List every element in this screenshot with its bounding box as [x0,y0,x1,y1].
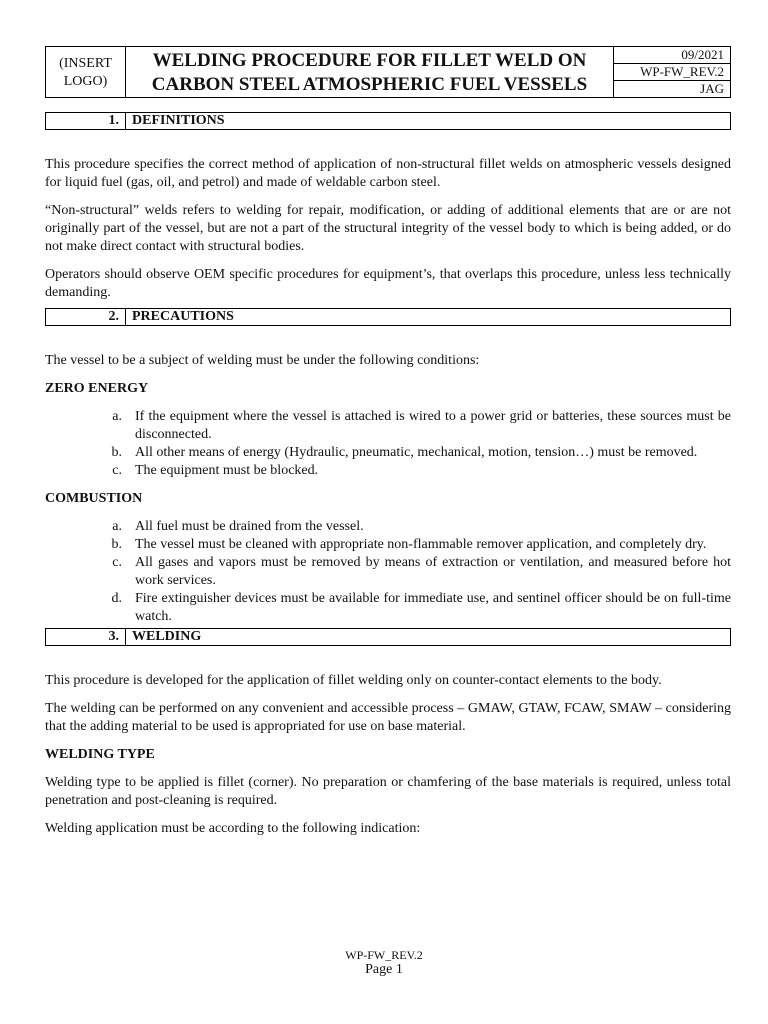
list-item-text: If the equipment where the vessel is attached is wired to a power grid or batteries, these sources must be disconnected. [135,409,731,442]
list-item-text: Fire extinguisher devices must be available for immediate use, and sentinel officer should be on full-time watch. [135,591,731,624]
list-marker: c. [112,555,122,570]
logo-placeholder [46,47,126,97]
document-code: WP-FW_REV.2 [614,64,730,81]
list-item [45,462,731,480]
list-item-text: All gases and vapors must be removed by means of extraction or ventilation, and measured before hot work services. [135,555,731,588]
logo-line-1: (INSERT [59,56,112,71]
paragraph: This procedure is developed for the application of fillet welding only on counter-contact elements to the body. [45,673,662,688]
list-item-text: The equipment must be blocked. [135,463,319,478]
document-header [45,46,731,98]
section-title: DEFINITIONS [132,113,225,128]
section-number: 1. [46,113,126,129]
subheading-zero-energy: ZERO ENERGY [45,381,149,396]
list-item-text: The vessel must be cleaned with appropriate non-flammable remover application, and completely dry. [135,537,707,552]
document-date: 09/2021 [614,47,730,64]
list-marker: a. [112,409,122,424]
title-line-2: CARBON STEEL ATMOSPHERIC FUEL VESSELS [151,74,588,95]
paragraph: Operators should observe OEM specific procedures for equipment’s, that overlaps this procedure, unless less technically demanding. [45,267,731,300]
document-meta [613,47,730,97]
section-number: 2. [46,309,126,325]
list-item [45,536,731,554]
paragraph: “Non-structural” welds refers to welding for repair, modification, or adding of additional elements that are or are not originally part of the vessel, but are not a part of the structural integrity of the vessel body to which is being added, or do not make direct contact with structural bodies. [45,203,731,254]
list-marker: a. [112,519,122,534]
list-marker: b. [111,445,122,460]
list-item [45,518,731,536]
list-marker: b. [111,537,122,552]
list-marker: d. [111,591,122,606]
subheading-combustion: COMBUSTION [45,491,143,506]
section-heading-definitions [45,112,731,130]
list-item [45,444,731,462]
section-title: WELDING [132,629,202,644]
paragraph: The vessel to be a subject of welding must be under the following conditions: [45,353,480,368]
document-page [45,46,731,838]
paragraph: Welding type to be applied is fillet (corner). No preparation or chamfering of the base materials is required, unless total penetration and post-cleaning is required. [45,775,731,808]
section-number: 3. [46,629,126,645]
list-item [45,408,731,444]
section-heading-precautions [45,308,731,326]
list-item [45,590,731,626]
paragraph: Welding application must be according to the following indication: [45,821,421,836]
zero-energy-list [45,408,731,480]
document-title [126,47,613,97]
paragraph: The welding can be performed on any convenient and accessible process – GMAW, GTAW, FCAW, SMAW – considering that the adding material to be used is appropriated for use on base material. [45,701,731,734]
list-marker: c. [112,463,122,478]
footer-page-number: Page 1 [365,962,403,977]
title-line-1: WELDING PROCEDURE FOR FILLET WELD ON [152,50,587,71]
paragraph: This procedure specifies the correct method of application of non-structural fillet welds on atmospheric vessels designed for liquid fuel (gas, oil, and petrol) and made of weldable carbon steel. [45,157,731,190]
subheading-welding-type: WELDING TYPE [45,747,155,762]
list-item-text: All other means of energy (Hydraulic, pneumatic, mechanical, motion, tension…) must be removed. [135,445,698,460]
list-item [45,554,731,590]
document-author: JAG [700,81,724,96]
section-title: PRECAUTIONS [132,309,234,324]
list-item-text: All fuel must be drained from the vessel. [135,519,364,534]
logo-line-2: LOGO) [63,74,108,89]
section-heading-welding [45,628,731,646]
footer-doc-code: WP-FW_REV.2 [345,948,423,962]
combustion-list [45,518,731,626]
